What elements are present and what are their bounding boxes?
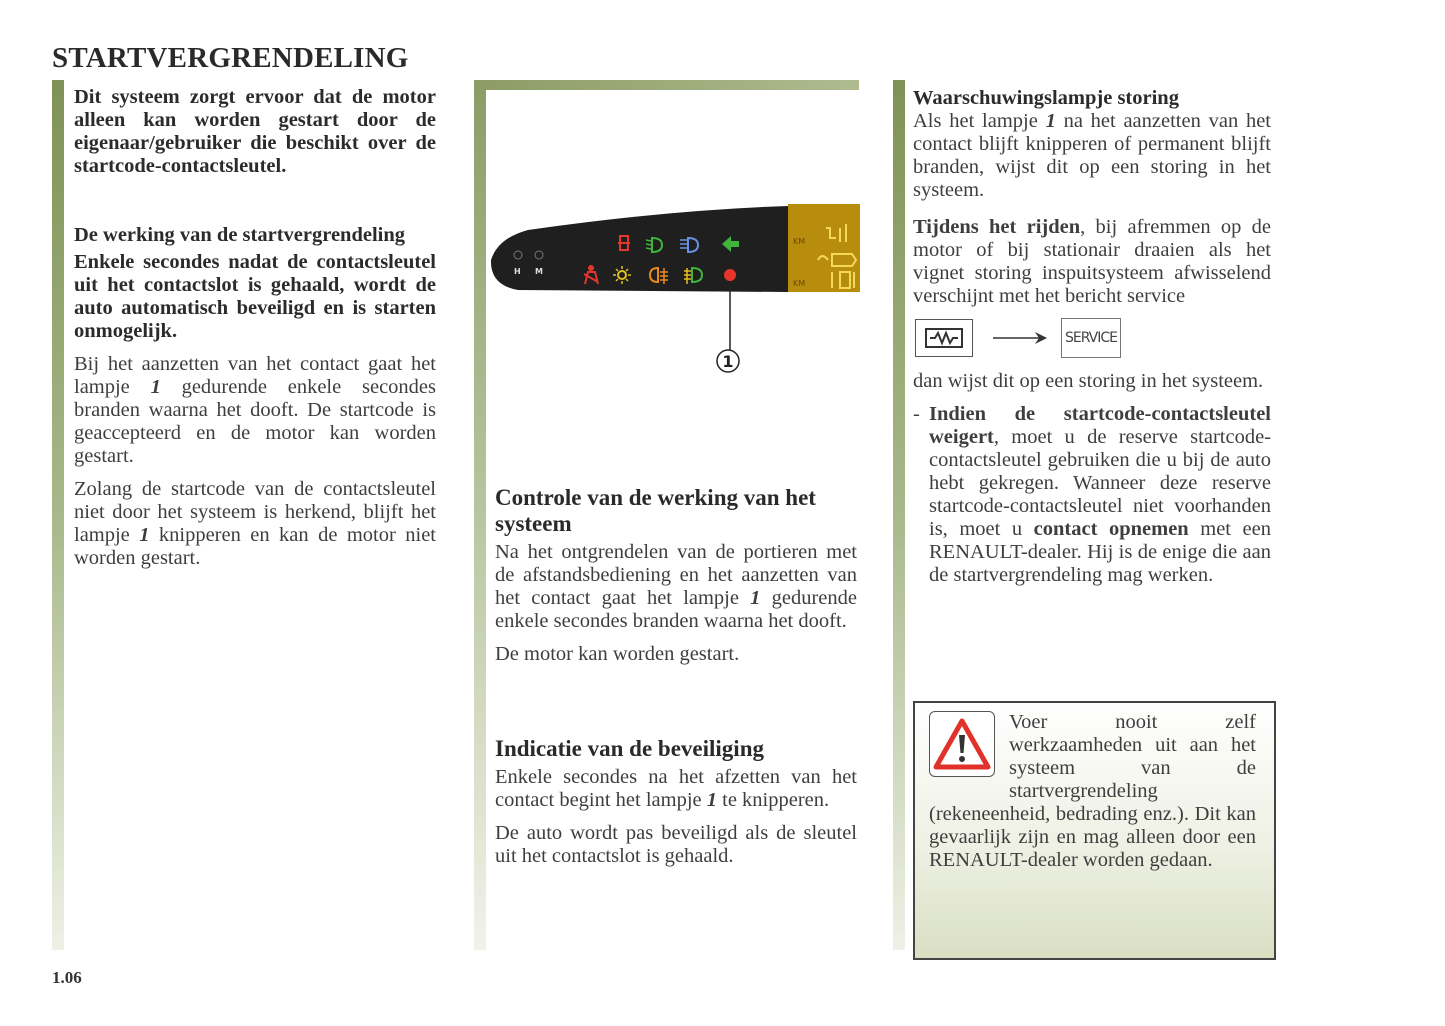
immobiliser-led: [724, 269, 736, 281]
lamp-ref: 1: [139, 524, 150, 546]
secured-paragraph: De auto wordt pas beveiligd als de sleutel uit het contactslot is gehaald.: [495, 822, 857, 867]
km-top-label: KM: [793, 237, 806, 246]
arrow-right-icon: [991, 328, 1051, 348]
lamp-ref: 1: [706, 789, 718, 811]
warning-text: Voer nooit zelf werkzaamheden uit aan het systeem van de startvergrendeling (rekeneenheid, bedrading enz.). Dit kan gevaarlijk zijn en mag alleen door een RENAULT-dealer worden gedaan.: [929, 711, 1256, 871]
left-column-bar: [52, 80, 64, 950]
lamp-ref: 1: [150, 376, 161, 398]
lamp-ref: 1: [1045, 110, 1056, 132]
left-column: [74, 86, 436, 580]
list-item: - Indien de startcode-contactsleutel weigert, moet u de reserve startcode-contactsleutel gebruiken die u bij de auto hebt gekregen. Wanneer deze reserve startcode-contactsleutel niet voorhanden is, moet u contact opnemen met een RENAULT-dealer. Hij is de enige die aan de startvergrendeling mag werken.: [913, 403, 1271, 586]
section-heading-working: De werking van de startvergrendeling: [74, 224, 406, 246]
clock-h-label: H: [514, 267, 521, 276]
instrument-panel: [491, 206, 788, 292]
startcode-paragraph: Zolang de startcode van de contactsleutel niet door het systeem is herkend, blijft het lampje 1 knipperen en kan de motor niet worden gestart.: [74, 478, 436, 569]
contact-paragraph: Bij het aanzetten van het contact gaat het lampje 1 gedurende enkele secondes branden waarna het dooft. De startcode is geaccepteerd en de motor kan worden gestart.: [74, 353, 436, 467]
service-message-box: SERVICE: [1061, 318, 1121, 358]
page-title: STARTVERGRENDELING: [52, 42, 409, 74]
right-column-bar: [893, 80, 905, 950]
check-paragraph: Na het ontgrendelen van de portieren met de afstandsbediening en het aanzetten van het contact gaat het lampje 1 gedurende enkele secondes branden waarna het dooft.: [495, 541, 857, 632]
fault-conclusion: dan wijst dit op een storing in het systeem.: [913, 370, 1264, 392]
right-column: [913, 87, 1271, 587]
service-indicator-row: [915, 316, 1271, 360]
intro-paragraph: Dit systeem zorgt ervoor dat de motor alleen kan worden gestart door de eigenaar/gebruiker die beschikt over de startcode-contactsleutel.: [74, 86, 436, 177]
heading-check-system: Controle van de werking van het systeem: [495, 485, 816, 536]
middle-section-security: [495, 736, 857, 878]
lamp-ref: 1: [750, 587, 761, 609]
heading-fault-lamp: Waarschuwingslampje storing: [913, 87, 1179, 109]
list-dash: -: [913, 403, 920, 425]
km-bottom-label: KM: [793, 279, 806, 288]
heading-security-indication: Indicatie van de beveiliging: [495, 736, 764, 761]
injection-fault-icon: [915, 319, 973, 357]
middle-section-check: [495, 485, 857, 676]
warning-box: [913, 701, 1276, 960]
middle-left-bar: [474, 80, 486, 950]
blink-paragraph: Enkele secondes na het afzetten van het contact begint het lampje 1 te knipperen.: [495, 766, 857, 811]
warning-triangle-icon: [929, 711, 995, 777]
callout-number: 1: [722, 352, 734, 371]
page-number: 1.06: [52, 968, 82, 987]
clock-m-label: M: [535, 267, 543, 276]
driving-paragraph: Tijdens het rijden, bij afremmen op de motor of bij stationair draaien als het vignet storing inspuitsysteem afwisselend verschijnt met het bericht service: [913, 216, 1271, 307]
dashboard-illustration: [488, 200, 860, 380]
fault-paragraph: Als het lampje 1 na het aanzetten van het contact blijft knipperen of permanent blijft branden, wijst dit op een storing in het systeem.: [913, 110, 1271, 201]
auto-lock-paragraph: Enkele secondes nadat de contactsleutel uit het contactslot is gehaald, wordt de auto automatisch beveiligd en is starten onmogelijk.: [74, 251, 436, 342]
engine-start-paragraph: De motor kan worden gestart.: [495, 643, 740, 665]
middle-top-bar: [474, 80, 859, 90]
